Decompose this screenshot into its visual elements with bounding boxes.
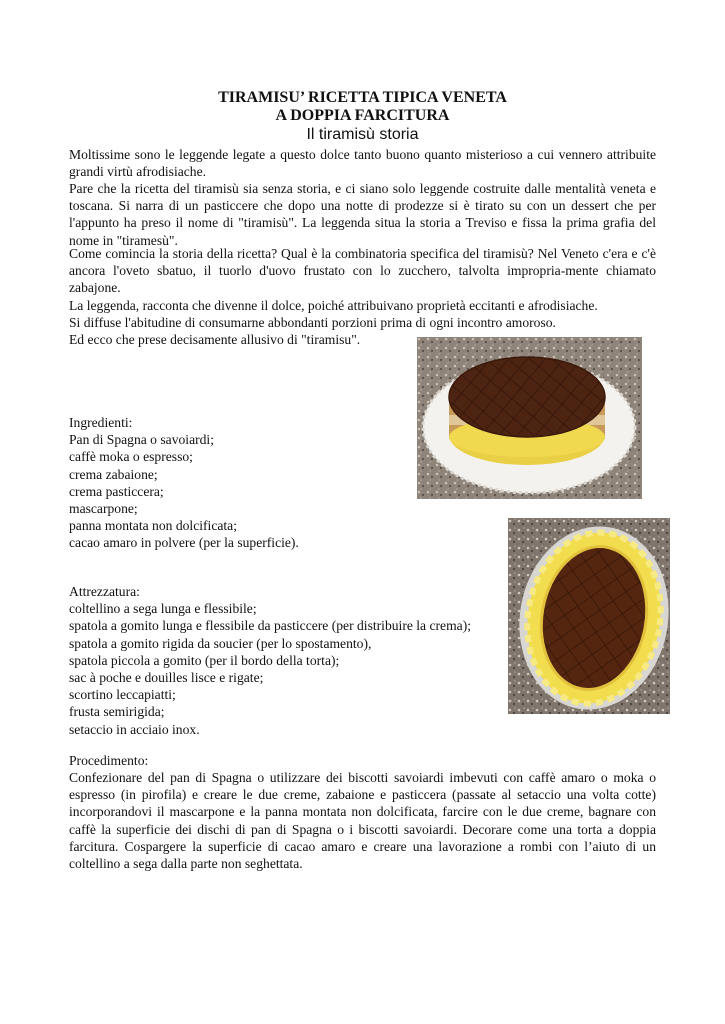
intro-paragraph-2: Pare che la ricetta del tiramisù sia senza storia, e ci siano solo leggende costruite dalle mentalità veneta e toscana. Si narra di un pasticcere che dopo una notte di prodezze si è tirato su con un dessert che per l'appunto ha preso il nome di "tiramisù". La leggenda situa la storia a Treviso e fissa la prima grafia del nome in "tiramesù". [69, 181, 656, 248]
title-line-1: TIRAMISU’ RICETTA TIPICA VENETA [218, 89, 507, 106]
list-item: spatola a gomito lunga e flessibile da pasticcere (per distribuire la crema); [69, 618, 471, 634]
list-item: coltellino a sega lunga e flessibile; [69, 601, 257, 617]
subtitle: Il tiramisù storia [306, 126, 419, 143]
list-item: cacao amaro in polvere (per la superficie). [69, 535, 299, 551]
oval-cake-image [508, 518, 670, 714]
list-item: frusta semirigida; [69, 704, 165, 720]
intro-paragraph-4: La leggenda, racconta che divenne il dolce, poiché attribuivano proprietà eccitanti e afrodisiache. [69, 298, 598, 313]
list-item: crema pasticcera; [69, 483, 164, 499]
ingredients-heading: Ingredienti: [69, 415, 133, 430]
intro-paragraph-5-line-1: Si diffuse l'abitudine di consumarne abbondanti porzioni prima di ogni incontro amoroso. [69, 315, 556, 330]
procedure-text: Confezionare del pan di Spagna o utilizzare dei biscotti savoiardi imbevuti con caffè amaro o moka o espresso (in pirofila) e creare le due creme, zabaione e pasticcera (passate al setaccio una volta cotte) incorporandovi il mascarpone e la panna montata non dolcificata, farcire con le due creme, bagnare con caffè la superficie dei dischi di pan di Spagna o i biscotti savoiardi. Decorare come una torta a doppia farcitura. Cospargere la superficie di cacao amaro e creare una lavorazione a rombi con l’aiuto di un coltellino a sega dalla parte non seghettata. [69, 770, 656, 872]
intro-paragraph-1: Moltissime sono le leggende legate a questo dolce tanto buono quanto misterioso a cui vennero attribuite grandi virtù afrodisiache. [69, 147, 656, 180]
list-item: Pan di Spagna o savoiardi; [69, 432, 214, 448]
list-item: mascarpone; [69, 501, 138, 517]
intro-paragraph-5-line-2: Ed ecco che prese decisamente allusivo di "tiramisu". [69, 332, 361, 347]
list-item: panna montata non dolcificata; [69, 518, 237, 534]
equipment-list [69, 583, 471, 738]
list-item: sac à poche e douilles lisce e rigate; [69, 670, 264, 686]
cake-photo-round [417, 337, 642, 499]
equipment-heading: Attrezzatura: [69, 584, 140, 599]
title-line-2: A DOPPIA FARCITURA [275, 107, 450, 124]
intro-paragraph-3: Come comincia la storia della ricetta? Qual è la combinatoria specifica del tiramisù? Nel Veneto c'era e c'è ancora l'oveto sbatuo, il tuorlo d'uovo frustato con lo zucchero, talvolta impropria-mente chiamato zabajone. [69, 246, 656, 296]
round-cake-image [417, 337, 642, 499]
list-item: scortino leccapiatti; [69, 687, 176, 703]
list-item: crema zabaione; [69, 466, 158, 482]
procedure-heading: Procedimento: [69, 753, 149, 768]
cake-photo-oval [508, 518, 670, 714]
ingredients-list [69, 414, 299, 552]
list-item: spatola piccola a gomito (per il bordo della torta); [69, 652, 340, 668]
list-item: spatola a gomito rigida da soucier (per lo spostamento), [69, 635, 372, 651]
list-item: caffè moka o espresso; [69, 449, 193, 465]
list-item: setaccio in acciaio inox. [69, 721, 200, 737]
